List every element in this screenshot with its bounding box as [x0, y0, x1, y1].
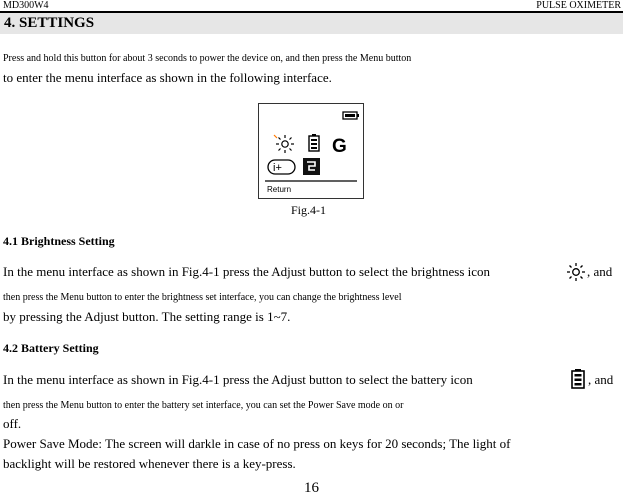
svg-text:i+: i+ — [273, 162, 282, 174]
battery-status-icon — [343, 112, 359, 119]
intro-line-1: Press and hold this button for about 3 seconds to power the device on, and then press the Menu button — [3, 53, 412, 64]
return-label: Return — [267, 185, 292, 194]
brightness-icon — [274, 135, 294, 153]
battery-inline-icon — [570, 368, 586, 390]
battery-heading: 4.2 Battery Setting — [3, 341, 99, 355]
brightness-line-2: then press the Menu button to enter the brightness set interface, you can change the brightness level — [3, 292, 402, 303]
battery-line-2: then press the Menu button to enter the battery set interface, you can set the Power Save mode on or — [3, 400, 404, 411]
figure-caption: Fig.4-1 — [291, 203, 327, 217]
selected-menu-icon — [303, 158, 320, 175]
brightness-inline-icon — [565, 261, 587, 283]
brightness-heading: 4.1 Brightness Setting — [3, 234, 115, 248]
header-product: PULSE OXIMETER — [536, 0, 621, 11]
battery-line-3: off. — [3, 416, 22, 431]
battery-line-1: In the menu interface as shown in Fig.4-1 press the Adjust button to select the battery icon — [3, 372, 473, 387]
section-title: 4. SETTINGS — [4, 15, 95, 31]
intro-line-2: to enter the menu interface as shown in the following interface. — [3, 70, 332, 85]
header-model: MD300W4 — [3, 0, 49, 11]
brightness-line-3: by pressing the Adjust button. The setting range is 1~7. — [3, 309, 291, 324]
battery-menu-icon — [309, 134, 319, 151]
brightness-line-1-tail: , and — [587, 264, 613, 279]
battery-line-4: Power Save Mode: The screen will darkle in case of no press on keys for 20 seconds; The light of — [3, 436, 511, 451]
brightness-line-1: In the menu interface as shown in Fig.4-1 press the Adjust button to select the brightness icon — [3, 264, 491, 279]
info-icon — [268, 160, 295, 174]
page-number: 16 — [304, 480, 319, 496]
menu-screen-figure — [258, 103, 364, 199]
battery-line-1-tail: , and — [588, 372, 614, 387]
menu-screen-drawing — [259, 104, 363, 198]
battery-line-5: backlight will be restored whenever there is a key-press. — [3, 456, 296, 471]
g-icon: G — [332, 136, 347, 157]
